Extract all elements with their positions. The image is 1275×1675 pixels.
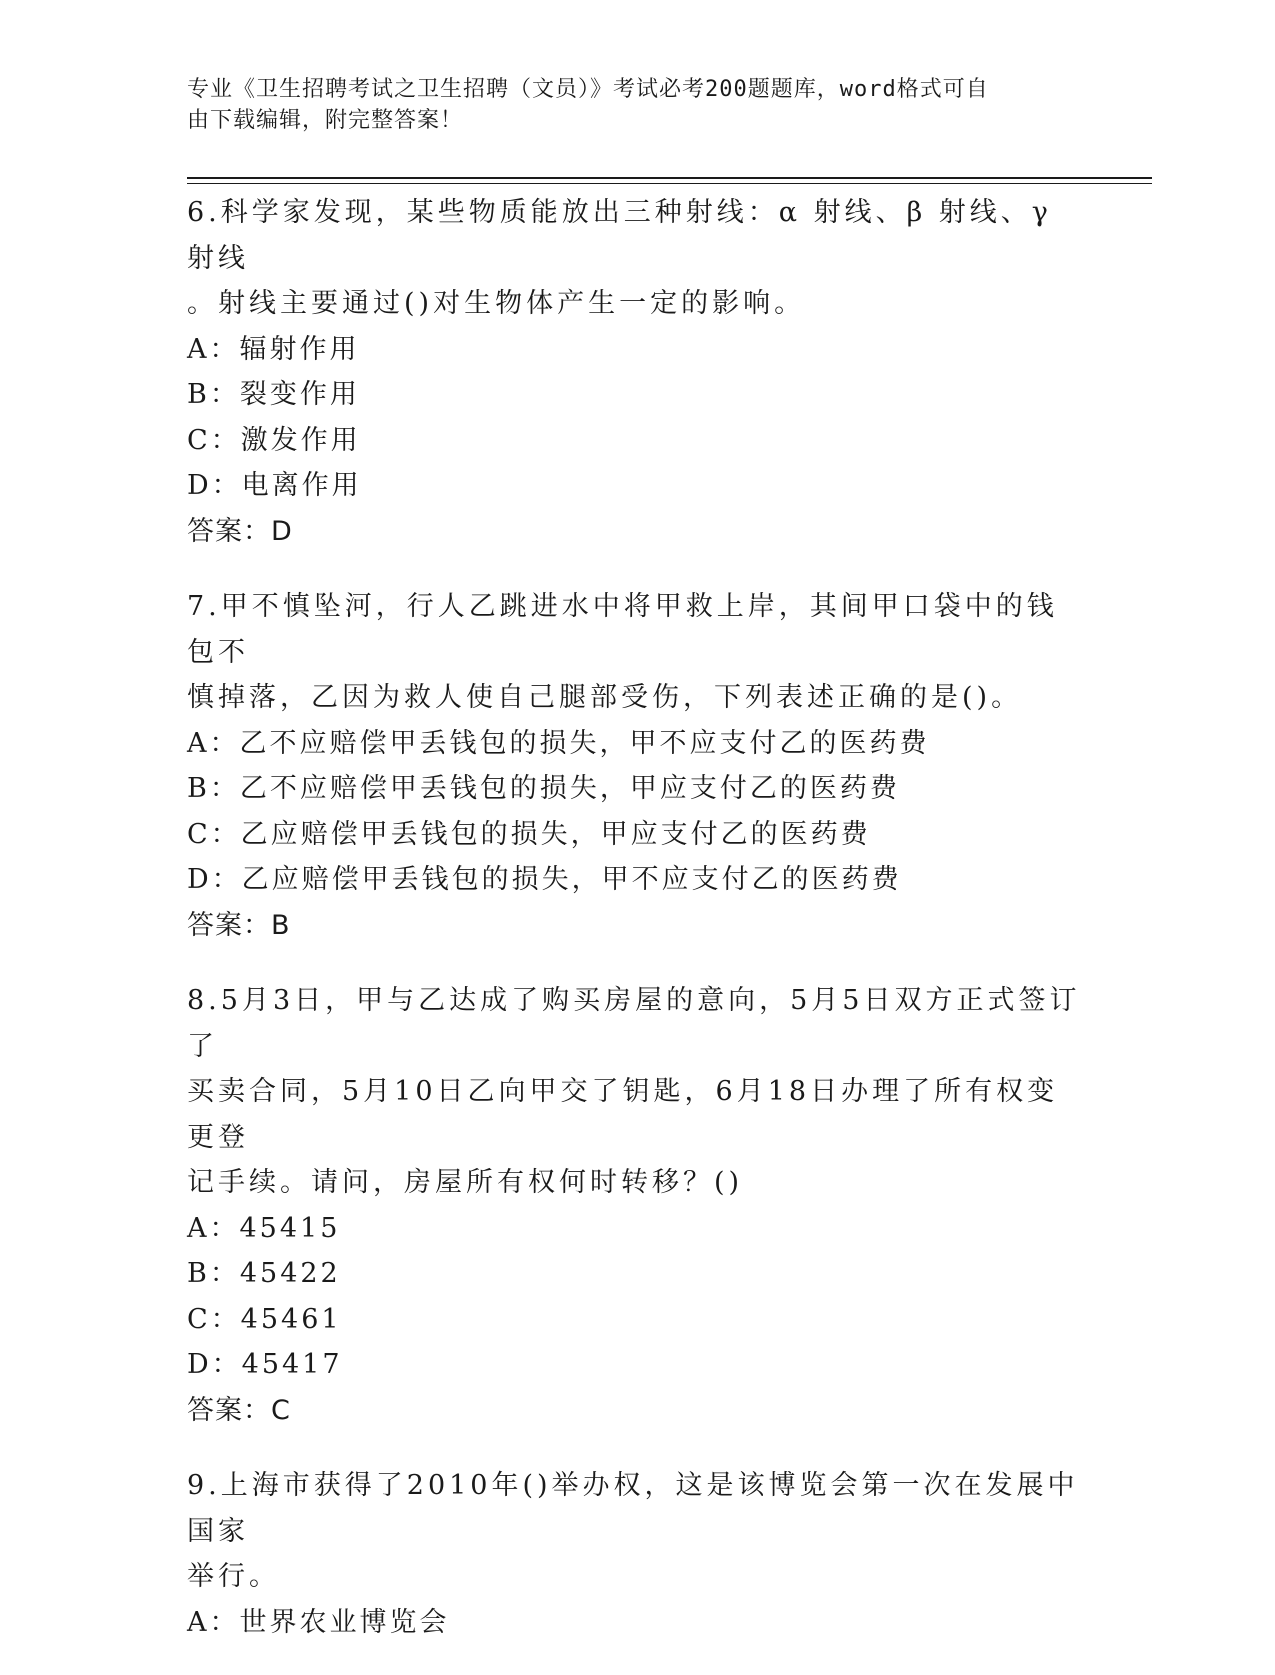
question-stem-line: 举行。: [187, 1561, 280, 1592]
option-b: B：45422: [187, 1258, 341, 1289]
option-b: B：裂变作用: [187, 379, 360, 410]
option-c: C：乙应赔偿甲丢钱包的损失，甲应支付乙的医药费: [187, 818, 871, 850]
header-line-2: 由下载编辑，附完整答案！: [187, 108, 464, 133]
document-header: [187, 74, 1067, 136]
option-d: D：乙应赔偿甲丢钱包的损失，甲不应支付乙的医药费: [187, 864, 902, 895]
option-a: A：辐射作用: [187, 333, 360, 365]
option-c: C：45461: [187, 1303, 342, 1335]
question-stem-line: 买卖合同，5月10日乙向甲交了钥匙，6月18日办理了所有权变更登: [187, 1076, 1059, 1153]
question-list: [187, 190, 1087, 1675]
answer: 答案：C: [187, 1394, 291, 1426]
question-stem-line: 。射线主要通过()对生物体产生一定的影响。: [187, 288, 806, 319]
option-a: A：45415: [187, 1212, 341, 1244]
option-d: D：电离作用: [187, 470, 362, 501]
header-line-1: 专业《卫生招聘考试之卫生招聘（文员）》考试必考200题题库，word格式可自: [187, 77, 989, 102]
question-8: [187, 978, 1087, 1433]
question-7: [187, 584, 1087, 948]
question-stem-line: 记手续。请问，房屋所有权何时转移？(): [187, 1167, 744, 1198]
option-d: D：45417: [187, 1349, 343, 1380]
question-stem-line: 8.5月3日，甲与乙达成了购买房屋的意向，5月5日双方正式签订了: [187, 985, 1081, 1062]
header-divider-thin: [187, 183, 1152, 184]
question-stem-line: 9.上海市获得了2010年()举办权，这是该博览会第一次在发展中国家: [187, 1470, 1079, 1547]
question-stem-line: 慎掉落，乙因为救人使自己腿部受伤，下列表述正确的是()。: [187, 682, 1023, 713]
question-6: [187, 190, 1087, 554]
option-c: C：激发作用: [187, 424, 361, 456]
question-stem-line: 7.甲不慎坠河，行人乙跳进水中将甲救上岸，其间甲口袋中的钱包不: [187, 591, 1058, 668]
header-divider-thick: [187, 177, 1152, 179]
option-a: A：世界农业博览会: [187, 1606, 450, 1638]
question-9: [187, 1463, 1087, 1645]
option-a: A：乙不应赔偿甲丢钱包的损失，甲不应支付乙的医药费: [187, 727, 930, 759]
answer: 答案：D: [187, 515, 293, 547]
option-b: B：乙不应赔偿甲丢钱包的损失，甲应支付乙的医药费: [187, 773, 900, 804]
answer: 答案：B: [187, 909, 291, 941]
question-stem-line: 6.科学家发现，某些物质能放出三种射线：α 射线、β 射线、γ 射线: [187, 197, 1052, 274]
